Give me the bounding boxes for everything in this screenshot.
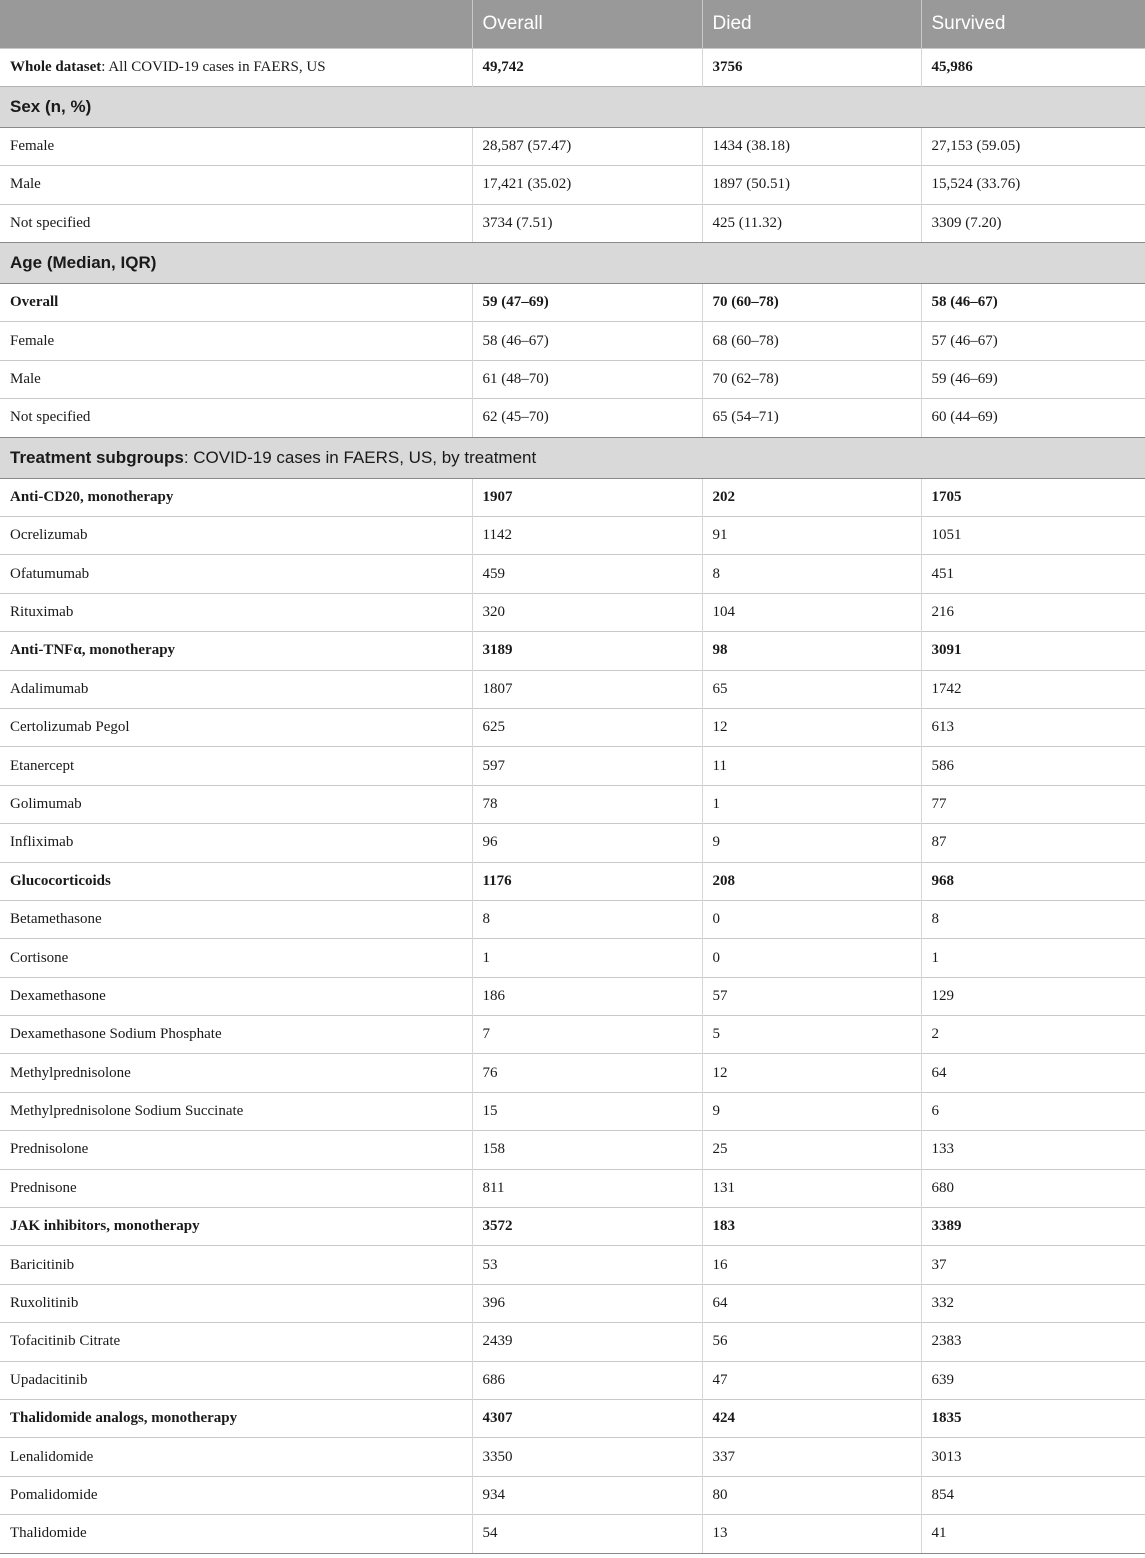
overall-cell: 3189 xyxy=(472,632,702,670)
survived-cell: 1051 xyxy=(921,517,1145,555)
died-cell: 425 (11.32) xyxy=(702,204,921,242)
overall-cell: 320 xyxy=(472,593,702,631)
sex-section-title: Sex (n, %) xyxy=(10,96,92,116)
row-label: Thalidomide analogs, monotherapy xyxy=(0,1400,472,1438)
table-row xyxy=(0,360,1145,398)
overall-cell: 811 xyxy=(472,1169,702,1207)
overall-cell: 1176 xyxy=(472,862,702,900)
table-row xyxy=(0,1054,1145,1092)
table-row xyxy=(0,1438,1145,1476)
overall-cell: 3350 xyxy=(472,1438,702,1476)
table-row xyxy=(0,127,1145,165)
overall-cell: 158 xyxy=(472,1131,702,1169)
overall-cell: 3572 xyxy=(472,1208,702,1246)
died-cell: 0 xyxy=(702,939,921,977)
whole-dataset-title: Whole dataset xyxy=(10,58,102,75)
survived-cell: 2 xyxy=(921,1016,1145,1054)
row-label: Dexamethasone Sodium Phosphate xyxy=(0,1016,472,1054)
died-cell: 91 xyxy=(702,517,921,555)
treatment-section-title: Treatment subgroups xyxy=(10,447,184,467)
died-cell: 68 (60–78) xyxy=(702,322,921,360)
table-row xyxy=(0,478,1145,516)
overall-cell: 1 xyxy=(472,939,702,977)
whole-dataset-overall: 49,742 xyxy=(472,48,702,86)
header-survived: Survived xyxy=(921,0,1145,48)
died-cell: 57 xyxy=(702,977,921,1015)
table-row xyxy=(0,1400,1145,1438)
survived-cell: 41 xyxy=(921,1515,1145,1553)
table-row xyxy=(0,670,1145,708)
row-label: Anti-TNFα, monotherapy xyxy=(0,632,472,670)
row-label: Female xyxy=(0,127,472,165)
table-row xyxy=(0,1169,1145,1207)
overall-cell: 686 xyxy=(472,1361,702,1399)
row-label: Lenalidomide xyxy=(0,1438,472,1476)
survived-cell: 451 xyxy=(921,555,1145,593)
table-row xyxy=(0,1323,1145,1361)
sex-rows xyxy=(0,127,1145,242)
row-label: Male xyxy=(0,166,472,204)
survived-cell: 59 (46–69) xyxy=(921,360,1145,398)
overall-cell: 597 xyxy=(472,747,702,785)
overall-cell: 7 xyxy=(472,1016,702,1054)
table-row xyxy=(0,785,1145,823)
survived-cell: 3309 (7.20) xyxy=(921,204,1145,242)
survived-cell: 64 xyxy=(921,1054,1145,1092)
whole-dataset-label xyxy=(0,48,472,86)
row-label: Ofatumumab xyxy=(0,555,472,593)
survived-cell: 216 xyxy=(921,593,1145,631)
row-label: Ruxolitinib xyxy=(0,1284,472,1322)
row-label: Pomalidomide xyxy=(0,1476,472,1514)
died-cell: 12 xyxy=(702,708,921,746)
survived-cell: 60 (44–69) xyxy=(921,399,1145,437)
overall-cell: 76 xyxy=(472,1054,702,1092)
died-cell: 25 xyxy=(702,1131,921,1169)
died-cell: 70 (62–78) xyxy=(702,360,921,398)
survived-cell: 1835 xyxy=(921,1400,1145,1438)
died-cell: 13 xyxy=(702,1515,921,1553)
whole-dataset-died: 3756 xyxy=(702,48,921,86)
survived-cell: 854 xyxy=(921,1476,1145,1514)
died-cell: 8 xyxy=(702,555,921,593)
table-row xyxy=(0,1476,1145,1514)
age-section-header xyxy=(0,243,1145,284)
overall-cell: 58 (46–67) xyxy=(472,322,702,360)
overall-cell: 934 xyxy=(472,1476,702,1514)
survived-cell: 3013 xyxy=(921,1438,1145,1476)
survived-cell: 57 (46–67) xyxy=(921,322,1145,360)
died-cell: 11 xyxy=(702,747,921,785)
overall-cell: 59 (47–69) xyxy=(472,284,702,322)
table-row xyxy=(0,708,1145,746)
died-cell: 65 (54–71) xyxy=(702,399,921,437)
died-cell: 12 xyxy=(702,1054,921,1092)
overall-cell: 3734 (7.51) xyxy=(472,204,702,242)
died-cell: 9 xyxy=(702,1092,921,1130)
row-label: Upadacitinib xyxy=(0,1361,472,1399)
survived-cell: 87 xyxy=(921,824,1145,862)
treatment-section-description: : COVID-19 cases in FAERS, US, by treatment xyxy=(183,447,537,467)
died-cell: 16 xyxy=(702,1246,921,1284)
table-row xyxy=(0,284,1145,322)
survived-cell: 15,524 (33.76) xyxy=(921,166,1145,204)
row-label: JAK inhibitors, monotherapy xyxy=(0,1208,472,1246)
table-row xyxy=(0,555,1145,593)
overall-cell: 625 xyxy=(472,708,702,746)
table-row xyxy=(0,1361,1145,1399)
row-label: Infliximab xyxy=(0,824,472,862)
table-row xyxy=(0,977,1145,1015)
overall-cell: 17,421 (35.02) xyxy=(472,166,702,204)
overall-cell: 78 xyxy=(472,785,702,823)
sex-section-header xyxy=(0,86,1145,127)
overall-cell: 4307 xyxy=(472,1400,702,1438)
died-cell: 98 xyxy=(702,632,921,670)
table-row xyxy=(0,747,1145,785)
row-label: Thalidomide xyxy=(0,1515,472,1553)
table-row xyxy=(0,322,1145,360)
row-label: Cortisone xyxy=(0,939,472,977)
row-label: Golimumab xyxy=(0,785,472,823)
table-row xyxy=(0,517,1145,555)
survived-cell: 639 xyxy=(921,1361,1145,1399)
survived-cell: 3091 xyxy=(921,632,1145,670)
table-row xyxy=(0,939,1145,977)
died-cell: 80 xyxy=(702,1476,921,1514)
overall-cell: 1807 xyxy=(472,670,702,708)
overall-cell: 62 (45–70) xyxy=(472,399,702,437)
survived-cell: 129 xyxy=(921,977,1145,1015)
age-section-title: Age (Median, IQR) xyxy=(10,253,157,273)
table-row xyxy=(0,1016,1145,1054)
died-cell: 70 (60–78) xyxy=(702,284,921,322)
overall-cell: 96 xyxy=(472,824,702,862)
row-label: Tofacitinib Citrate xyxy=(0,1323,472,1361)
overall-cell: 1142 xyxy=(472,517,702,555)
survived-cell: 1742 xyxy=(921,670,1145,708)
survived-cell: 613 xyxy=(921,708,1145,746)
row-label: Anti-CD20, monotherapy xyxy=(0,478,472,516)
row-label: Etanercept xyxy=(0,747,472,785)
died-cell: 337 xyxy=(702,1438,921,1476)
survived-cell: 37 xyxy=(921,1246,1145,1284)
survived-cell: 680 xyxy=(921,1169,1145,1207)
table-row xyxy=(0,166,1145,204)
overall-cell: 8 xyxy=(472,900,702,938)
row-label: Methylprednisolone xyxy=(0,1054,472,1092)
survived-cell: 3389 xyxy=(921,1208,1145,1246)
row-label: Prednisone xyxy=(0,1169,472,1207)
whole-dataset-description: : All COVID-19 cases in FAERS, US xyxy=(101,58,326,75)
overall-cell: 459 xyxy=(472,555,702,593)
whole-dataset-row xyxy=(0,48,1145,86)
table-row xyxy=(0,862,1145,900)
row-label: Dexamethasone xyxy=(0,977,472,1015)
header-overall: Overall xyxy=(472,0,702,48)
table-row xyxy=(0,1131,1145,1169)
row-label: Glucocorticoids xyxy=(0,862,472,900)
survived-cell: 77 xyxy=(921,785,1145,823)
survived-cell: 8 xyxy=(921,900,1145,938)
table-row xyxy=(0,1092,1145,1130)
table-row xyxy=(0,593,1145,631)
treatment-section-header xyxy=(0,437,1145,478)
row-label: Certolizumab Pegol xyxy=(0,708,472,746)
overall-cell: 2439 xyxy=(472,1323,702,1361)
row-label: Rituximab xyxy=(0,593,472,631)
row-label: Betamethasone xyxy=(0,900,472,938)
survived-cell: 27,153 (59.05) xyxy=(921,127,1145,165)
treatment-section-cell xyxy=(0,437,1145,478)
sex-section-cell xyxy=(0,86,1145,127)
survived-cell: 6 xyxy=(921,1092,1145,1130)
died-cell: 9 xyxy=(702,824,921,862)
died-cell: 56 xyxy=(702,1323,921,1361)
overall-cell: 28,587 (57.47) xyxy=(472,127,702,165)
survived-cell: 2383 xyxy=(921,1323,1145,1361)
overall-cell: 396 xyxy=(472,1284,702,1322)
overall-cell: 186 xyxy=(472,977,702,1015)
table-row xyxy=(0,900,1145,938)
age-rows xyxy=(0,284,1145,438)
survived-cell: 968 xyxy=(921,862,1145,900)
table-row xyxy=(0,204,1145,242)
age-section-cell xyxy=(0,243,1145,284)
row-label: Baricitinib xyxy=(0,1246,472,1284)
died-cell: 1434 (38.18) xyxy=(702,127,921,165)
died-cell: 64 xyxy=(702,1284,921,1322)
died-cell: 1 xyxy=(702,785,921,823)
died-cell: 183 xyxy=(702,1208,921,1246)
survived-cell: 586 xyxy=(921,747,1145,785)
table-row xyxy=(0,1246,1145,1284)
overall-cell: 15 xyxy=(472,1092,702,1130)
row-label: Adalimumab xyxy=(0,670,472,708)
table-row xyxy=(0,824,1145,862)
died-cell: 65 xyxy=(702,670,921,708)
table-row xyxy=(0,1284,1145,1322)
overall-cell: 54 xyxy=(472,1515,702,1553)
row-label: Not specified xyxy=(0,204,472,242)
header-row xyxy=(0,0,1145,48)
survived-cell: 1 xyxy=(921,939,1145,977)
table-row xyxy=(0,399,1145,437)
table-row xyxy=(0,1208,1145,1246)
died-cell: 131 xyxy=(702,1169,921,1207)
survived-cell: 1705 xyxy=(921,478,1145,516)
header-label-column xyxy=(0,0,472,48)
overall-cell: 1907 xyxy=(472,478,702,516)
row-label: Prednisolone xyxy=(0,1131,472,1169)
died-cell: 104 xyxy=(702,593,921,631)
header-died: Died xyxy=(702,0,921,48)
died-cell: 202 xyxy=(702,478,921,516)
died-cell: 0 xyxy=(702,900,921,938)
row-label: Male xyxy=(0,360,472,398)
died-cell: 424 xyxy=(702,1400,921,1438)
row-label: Ocrelizumab xyxy=(0,517,472,555)
survived-cell: 133 xyxy=(921,1131,1145,1169)
table-row xyxy=(0,632,1145,670)
survived-cell: 332 xyxy=(921,1284,1145,1322)
overall-cell: 53 xyxy=(472,1246,702,1284)
survived-cell: 58 (46–67) xyxy=(921,284,1145,322)
died-cell: 1897 (50.51) xyxy=(702,166,921,204)
row-label: Methylprednisolone Sodium Succinate xyxy=(0,1092,472,1130)
treatment-rows xyxy=(0,478,1145,1553)
died-cell: 208 xyxy=(702,862,921,900)
row-label: Not specified xyxy=(0,399,472,437)
row-label: Female xyxy=(0,322,472,360)
row-label: Overall xyxy=(0,284,472,322)
died-cell: 5 xyxy=(702,1016,921,1054)
table-row xyxy=(0,1515,1145,1553)
died-cell: 47 xyxy=(702,1361,921,1399)
whole-dataset-survived: 45,986 xyxy=(921,48,1145,86)
overall-cell: 61 (48–70) xyxy=(472,360,702,398)
